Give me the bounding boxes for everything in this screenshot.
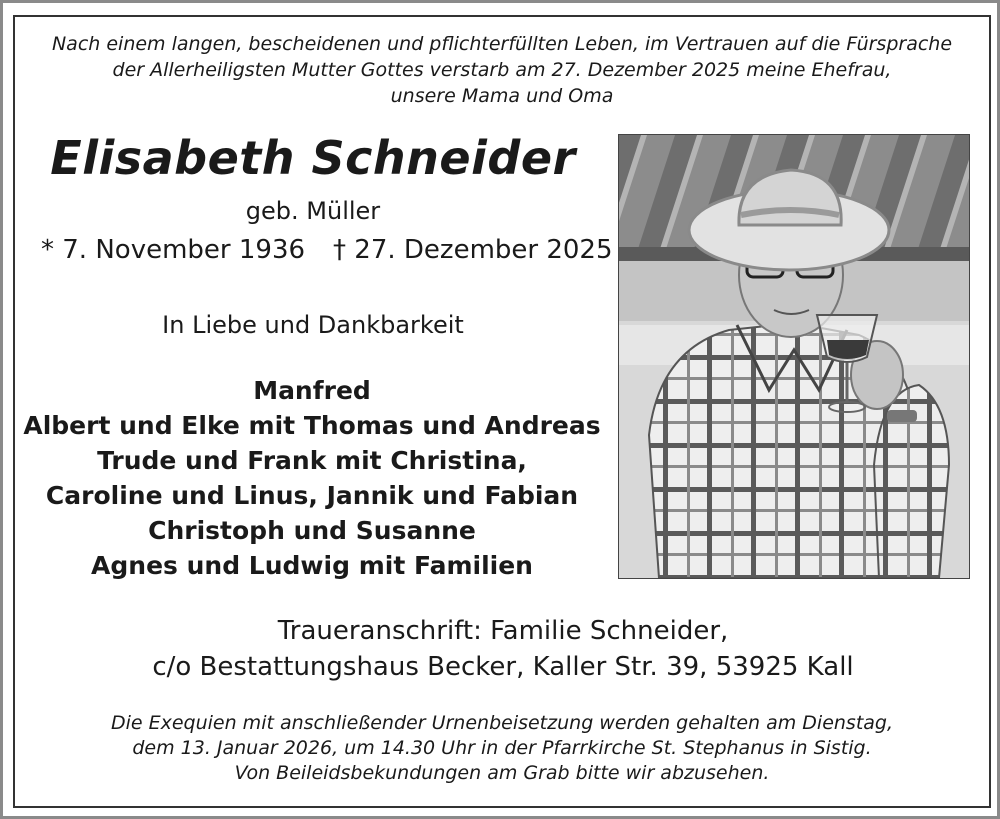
family-list bbox=[17, 373, 607, 583]
service-line-2: dem 13. Januar 2026, um 14.30 Uhr in der Pfarrkirche St. Stephanus in Sistig. bbox=[132, 737, 872, 759]
family-line: Caroline und Linus, Jannik und Fabian bbox=[45, 481, 579, 510]
family-line: Trude und Frank mit Christina, bbox=[97, 446, 527, 475]
death-date: † 27. Dezember 2025 bbox=[333, 235, 613, 265]
deceased-name: Elisabeth Schneider bbox=[50, 131, 576, 185]
maiden-name: geb. Müller bbox=[245, 197, 381, 225]
life-dates bbox=[41, 235, 613, 265]
family-line: Albert und Elke mit Thomas und Andreas bbox=[23, 411, 601, 440]
condolence-address bbox=[103, 613, 903, 685]
family-line: Manfred bbox=[253, 376, 371, 405]
intro-line-1: Nach einem langen, bescheidenen und pflichterfüllten Leben, im Vertrauen auf die Fürsprache bbox=[51, 33, 953, 55]
family-line: Agnes und Ludwig mit Familien bbox=[91, 551, 533, 580]
love-line: In Liebe und Dankbarkeit bbox=[162, 311, 464, 339]
intro-line-3: unsere Mama und Oma bbox=[390, 85, 614, 107]
intro-text bbox=[23, 31, 981, 109]
intro-line-2: der Allerheiligsten Mutter Gottes verstarb am 27. Dezember 2025 meine Ehefrau, bbox=[112, 59, 892, 81]
portrait-photo bbox=[618, 134, 970, 579]
service-line-3: Von Beileidsbekundungen am Grab bitte wir abzusehen. bbox=[234, 762, 770, 784]
service-line-1: Die Exequien mit anschließender Urnenbeisetzung werden gehalten am Dienstag, bbox=[110, 712, 894, 734]
birth-date: * 7. November 1936 bbox=[41, 235, 306, 265]
address-line-1: Traueranschrift: Familie Schneider, bbox=[277, 616, 729, 646]
service-info bbox=[23, 711, 981, 786]
family-line: Christoph und Susanne bbox=[148, 516, 476, 545]
address-line-2: c/o Bestattungshaus Becker, Kaller Str. 39, 53925 Kall bbox=[152, 652, 854, 682]
